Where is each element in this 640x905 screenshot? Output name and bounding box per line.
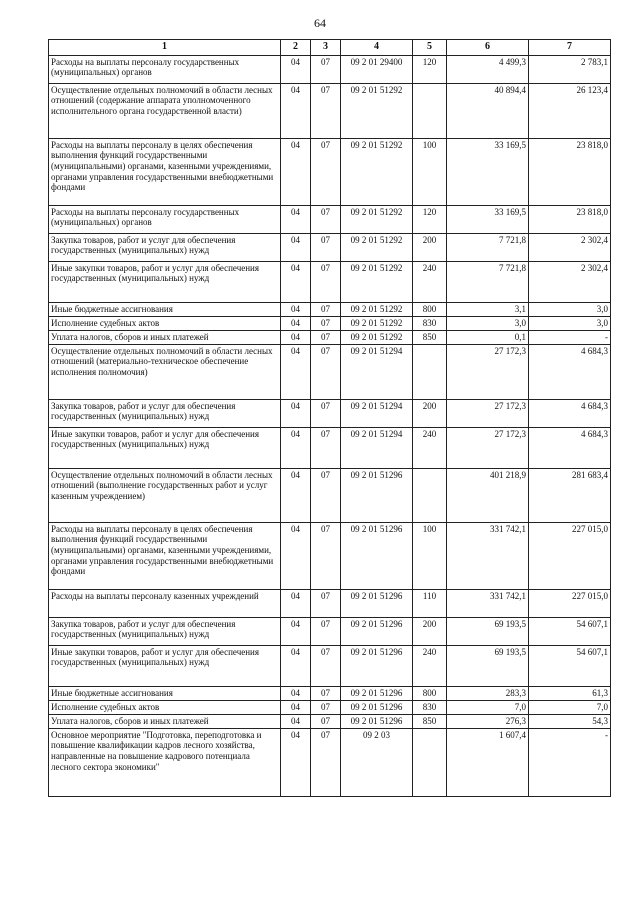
expense-type-cell: [413, 728, 447, 796]
target-article-cell: 09 2 01 51296: [341, 468, 413, 522]
target-article-cell: 09 2 01 51292: [341, 261, 413, 302]
subsection-code-cell: 07: [311, 83, 341, 138]
target-article-cell: 09 2 01 51296: [341, 645, 413, 686]
section-code-cell: 04: [281, 714, 311, 728]
expense-type-cell: [413, 83, 447, 138]
amount-year2-cell: 2 783,1: [529, 55, 611, 83]
subsection-code-cell: 07: [311, 316, 341, 330]
expense-type-cell: 800: [413, 686, 447, 700]
expense-type-cell: 110: [413, 589, 447, 617]
table-header-row: [49, 40, 611, 56]
expense-type-cell: 200: [413, 233, 447, 261]
expense-name-cell: Расходы на выплаты персоналу казенных учреждений: [49, 589, 281, 617]
subsection-code-cell: 07: [311, 589, 341, 617]
table-row: [49, 316, 611, 330]
section-code-cell: 04: [281, 344, 311, 399]
amount-year2-cell: 3,0: [529, 316, 611, 330]
table-row: [49, 427, 611, 468]
target-article-cell: 09 2 01 51292: [341, 138, 413, 205]
amount-year1-cell: 27 172,3: [447, 427, 529, 468]
target-article-cell: 09 2 01 51292: [341, 316, 413, 330]
target-article-cell: 09 2 01 51296: [341, 522, 413, 589]
expense-type-cell: 830: [413, 700, 447, 714]
section-code-cell: 04: [281, 468, 311, 522]
expense-name-cell: Расходы на выплаты персоналу в целях обеспечения выполнения функций государственными (муниципальными) органами, казенными учреждениями, органами управления государственными внебюджетными фондами: [49, 138, 281, 205]
expense-name-cell: Закупка товаров, работ и услуг для обеспечения государственных (муниципальных) нужд: [49, 617, 281, 645]
subsection-code-cell: 07: [311, 344, 341, 399]
amount-year2-cell: 54 607,1: [529, 617, 611, 645]
section-code-cell: 04: [281, 316, 311, 330]
section-code-cell: 04: [281, 686, 311, 700]
table-row: [49, 728, 611, 796]
table-row: [49, 589, 611, 617]
expense-name-cell: Уплата налогов, сборов и иных платежей: [49, 330, 281, 344]
table-row: [49, 302, 611, 316]
amount-year2-cell: 227 015,0: [529, 522, 611, 589]
expense-type-cell: 200: [413, 617, 447, 645]
subsection-code-cell: 07: [311, 700, 341, 714]
expense-name-cell: Исполнение судебных актов: [49, 700, 281, 714]
amount-year1-cell: 40 894,4: [447, 83, 529, 138]
expense-name-cell: Иные закупки товаров, работ и услуг для обеспечения государственных (муниципальных) нужд: [49, 427, 281, 468]
expense-name-cell: Закупка товаров, работ и услуг для обеспечения государственных (муниципальных) нужд: [49, 233, 281, 261]
amount-year2-cell: 227 015,0: [529, 589, 611, 617]
expense-type-cell: 850: [413, 330, 447, 344]
expense-name-cell: Иные закупки товаров, работ и услуг для обеспечения государственных (муниципальных) нужд: [49, 261, 281, 302]
target-article-cell: 09 2 01 51292: [341, 83, 413, 138]
target-article-cell: 09 2 01 51296: [341, 700, 413, 714]
table-row: [49, 83, 611, 138]
expense-name-cell: Расходы на выплаты персоналу государственных (муниципальных) органов: [49, 55, 281, 83]
column-header: 4: [341, 40, 413, 56]
amount-year2-cell: 61,3: [529, 686, 611, 700]
subsection-code-cell: 07: [311, 728, 341, 796]
amount-year2-cell: -: [529, 728, 611, 796]
expense-name-cell: Иные бюджетные ассигнования: [49, 302, 281, 316]
amount-year1-cell: 4 499,3: [447, 55, 529, 83]
subsection-code-cell: 07: [311, 261, 341, 302]
amount-year2-cell: 23 818,0: [529, 205, 611, 233]
expense-name-cell: Исполнение судебных актов: [49, 316, 281, 330]
target-article-cell: 09 2 01 51292: [341, 330, 413, 344]
column-header: 3: [311, 40, 341, 56]
amount-year1-cell: 0,1: [447, 330, 529, 344]
amount-year1-cell: 283,3: [447, 686, 529, 700]
expense-type-cell: [413, 344, 447, 399]
amount-year1-cell: 276,3: [447, 714, 529, 728]
amount-year2-cell: -: [529, 330, 611, 344]
amount-year1-cell: 7,0: [447, 700, 529, 714]
expense-type-cell: 100: [413, 522, 447, 589]
amount-year2-cell: 26 123,4: [529, 83, 611, 138]
section-code-cell: 04: [281, 233, 311, 261]
amount-year1-cell: 3,1: [447, 302, 529, 316]
section-code-cell: 04: [281, 700, 311, 714]
section-code-cell: 04: [281, 589, 311, 617]
table-row: [49, 233, 611, 261]
target-article-cell: 09 2 01 51296: [341, 589, 413, 617]
target-article-cell: 09 2 01 51292: [341, 302, 413, 316]
expense-type-cell: 850: [413, 714, 447, 728]
expense-name-cell: Расходы на выплаты персоналу государственных (муниципальных) органов: [49, 205, 281, 233]
amount-year1-cell: 33 169,5: [447, 138, 529, 205]
expense-name-cell: Осуществление отдельных полномочий в области лесных отношений (содержание аппарата уполномоченного исполнительного органа государственной власти): [49, 83, 281, 138]
subsection-code-cell: 07: [311, 205, 341, 233]
table-row: [49, 700, 611, 714]
table-row: [49, 645, 611, 686]
amount-year1-cell: 33 169,5: [447, 205, 529, 233]
subsection-code-cell: 07: [311, 138, 341, 205]
section-code-cell: 04: [281, 617, 311, 645]
table-row: [49, 617, 611, 645]
amount-year1-cell: 7 721,8: [447, 233, 529, 261]
expense-name-cell: Иные бюджетные ассигнования: [49, 686, 281, 700]
amount-year2-cell: 4 684,3: [529, 344, 611, 399]
expense-name-cell: Расходы на выплаты персоналу в целях обеспечения выполнения функций государственными (муниципальными) органами, казенными учреждениями, органами управления государственными внебюджетными фондами: [49, 522, 281, 589]
amount-year1-cell: 331 742,1: [447, 522, 529, 589]
section-code-cell: 04: [281, 645, 311, 686]
amount-year1-cell: 27 172,3: [447, 344, 529, 399]
section-code-cell: 04: [281, 83, 311, 138]
amount-year1-cell: 1 607,4: [447, 728, 529, 796]
amount-year1-cell: 69 193,5: [447, 645, 529, 686]
amount-year2-cell: 281 683,4: [529, 468, 611, 522]
target-article-cell: 09 2 01 51294: [341, 344, 413, 399]
amount-year2-cell: 54 607,1: [529, 645, 611, 686]
page-number: 64: [314, 16, 326, 30]
expense-type-cell: 200: [413, 399, 447, 427]
table-row: [49, 205, 611, 233]
expense-name-cell: Основное мероприятие "Подготовка, переподготовка и повышение квалификации кадров лесного хозяйства, направленные на повышение кадрового потенциала лесного сектора экономики": [49, 728, 281, 796]
amount-year1-cell: 3,0: [447, 316, 529, 330]
section-code-cell: 04: [281, 302, 311, 316]
expense-type-cell: 240: [413, 261, 447, 302]
target-article-cell: 09 2 01 51296: [341, 617, 413, 645]
target-article-cell: 09 2 01 51296: [341, 714, 413, 728]
subsection-code-cell: 07: [311, 617, 341, 645]
amount-year2-cell: 7,0: [529, 700, 611, 714]
amount-year1-cell: 27 172,3: [447, 399, 529, 427]
expense-type-cell: 120: [413, 55, 447, 83]
section-code-cell: 04: [281, 427, 311, 468]
amount-year2-cell: 2 302,4: [529, 261, 611, 302]
column-header: 6: [447, 40, 529, 56]
amount-year1-cell: 7 721,8: [447, 261, 529, 302]
section-code-cell: 04: [281, 261, 311, 302]
amount-year2-cell: 4 684,3: [529, 399, 611, 427]
amount-year1-cell: 69 193,5: [447, 617, 529, 645]
subsection-code-cell: 07: [311, 399, 341, 427]
target-article-cell: 09 2 01 51292: [341, 233, 413, 261]
subsection-code-cell: 07: [311, 330, 341, 344]
budget-table: [48, 39, 611, 797]
section-code-cell: 04: [281, 138, 311, 205]
target-article-cell: 09 2 01 51294: [341, 427, 413, 468]
section-code-cell: 04: [281, 522, 311, 589]
target-article-cell: 09 2 01 29400: [341, 55, 413, 83]
expense-type-cell: 240: [413, 645, 447, 686]
table-body: [49, 55, 611, 796]
subsection-code-cell: 07: [311, 427, 341, 468]
target-article-cell: 09 2 01 51294: [341, 399, 413, 427]
amount-year1-cell: 401 218,9: [447, 468, 529, 522]
expense-type-cell: 120: [413, 205, 447, 233]
amount-year1-cell: 331 742,1: [447, 589, 529, 617]
table-row: [49, 468, 611, 522]
amount-year2-cell: 54,3: [529, 714, 611, 728]
expense-name-cell: Осуществление отдельных полномочий в области лесных отношений (материально-техническое обеспечение исполнения полномочия): [49, 344, 281, 399]
column-header: 2: [281, 40, 311, 56]
table-row: [49, 714, 611, 728]
table-row: [49, 399, 611, 427]
target-article-cell: 09 2 03: [341, 728, 413, 796]
table-row: [49, 344, 611, 399]
target-article-cell: 09 2 01 51296: [341, 686, 413, 700]
expense-type-cell: 240: [413, 427, 447, 468]
expense-name-cell: Уплата налогов, сборов и иных платежей: [49, 714, 281, 728]
expense-name-cell: Осуществление отдельных полномочий в области лесных отношений (выполнение государственных работ и услуг казенным учреждением): [49, 468, 281, 522]
expense-type-cell: [413, 468, 447, 522]
expense-name-cell: Закупка товаров, работ и услуг для обеспечения государственных (муниципальных) нужд: [49, 399, 281, 427]
expense-type-cell: 100: [413, 138, 447, 205]
amount-year2-cell: 23 818,0: [529, 138, 611, 205]
section-code-cell: 04: [281, 728, 311, 796]
subsection-code-cell: 07: [311, 714, 341, 728]
table-row: [49, 686, 611, 700]
subsection-code-cell: 07: [311, 302, 341, 316]
expense-type-cell: 830: [413, 316, 447, 330]
section-code-cell: 04: [281, 55, 311, 83]
subsection-code-cell: 07: [311, 55, 341, 83]
table-row: [49, 522, 611, 589]
subsection-code-cell: 07: [311, 468, 341, 522]
section-code-cell: 04: [281, 205, 311, 233]
amount-year2-cell: 4 684,3: [529, 427, 611, 468]
amount-year2-cell: 3,0: [529, 302, 611, 316]
section-code-cell: 04: [281, 330, 311, 344]
table-row: [49, 55, 611, 83]
section-code-cell: 04: [281, 399, 311, 427]
target-article-cell: 09 2 01 51292: [341, 205, 413, 233]
subsection-code-cell: 07: [311, 233, 341, 261]
table-row: [49, 261, 611, 302]
column-header: 7: [529, 40, 611, 56]
amount-year2-cell: 2 302,4: [529, 233, 611, 261]
column-header: 1: [49, 40, 281, 56]
subsection-code-cell: 07: [311, 645, 341, 686]
table-row: [49, 138, 611, 205]
subsection-code-cell: 07: [311, 686, 341, 700]
subsection-code-cell: 07: [311, 522, 341, 589]
column-header: 5: [413, 40, 447, 56]
expense-type-cell: 800: [413, 302, 447, 316]
expense-name-cell: Иные закупки товаров, работ и услуг для обеспечения государственных (муниципальных) нужд: [49, 645, 281, 686]
table-row: [49, 330, 611, 344]
